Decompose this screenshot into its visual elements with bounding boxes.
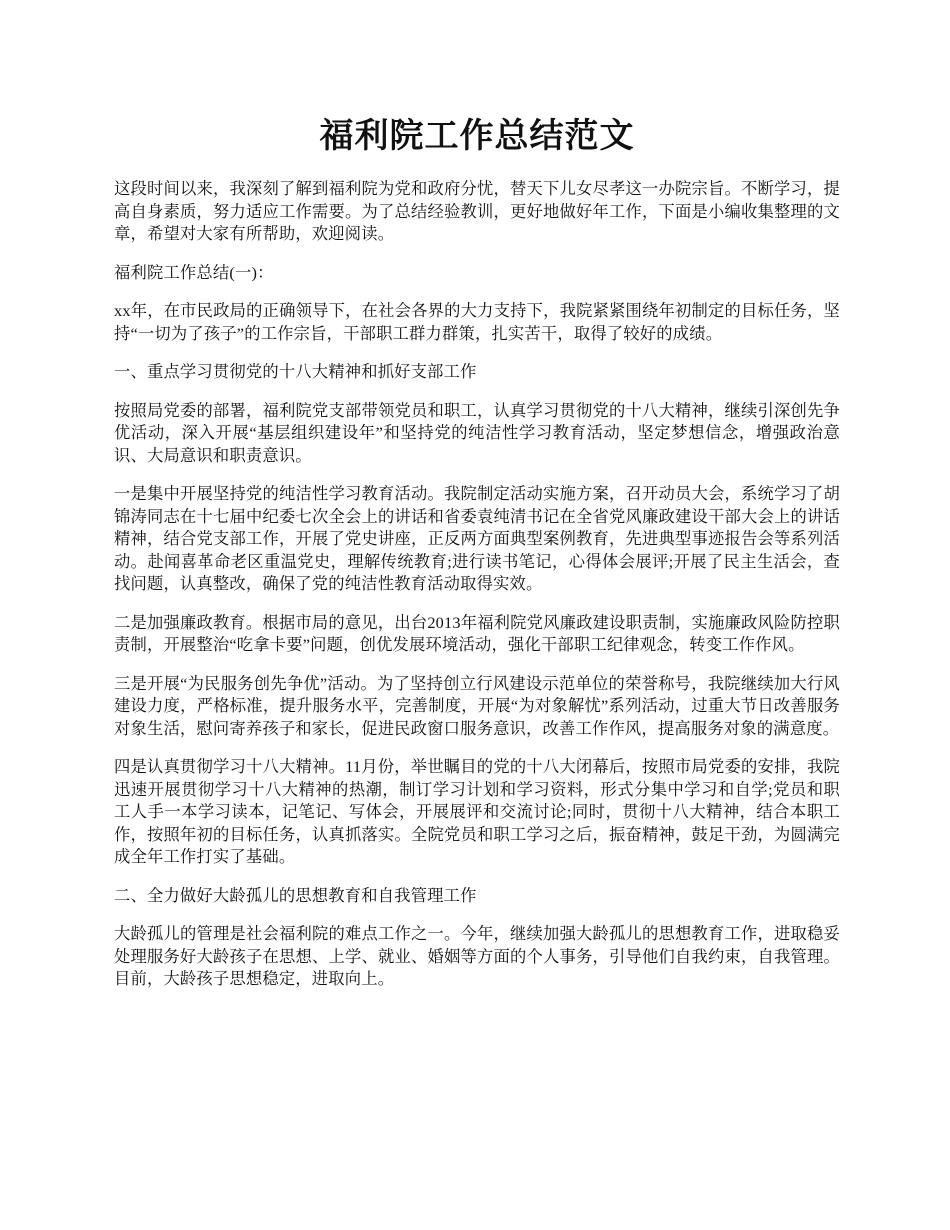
document-body: [114, 178, 840, 1007]
section-heading-1: 一、重点学习贯彻党的十八大精神和抓好支部工作: [114, 362, 477, 381]
body-paragraph: 大龄孤儿的管理是社会福利院的难点工作之一。今年，继续加强大龄孤儿的思想教育工作，进取稳妥处理服务好大龄孩子在思想、上学、就业、婚姻等方面的个人事务，引导他们自我约束，自我管理。目前，大龄孩子思想稳定，进取向上。: [114, 924, 840, 988]
body-paragraph: 一是集中开展坚持党的纯洁性学习教育活动。我院制定活动实施方案，召开动员大会，系统学习了胡锦涛同志在十七届中纪委七次全会上的讲话和省委袁纯清书记在全省党风廉政建设干部大会上的讲话精神，结合党支部工作，开展了党史讲座，正反两方面典型案例教育，先进典型事迹报告会等系列活动。赴闻喜革命老区重温党史，理解传统教育;进行读书笔记，心得体会展评;开展了民主生活会，查找问题，认真整改，确保了党的纯洁性教育活动取得实效。: [114, 484, 840, 593]
body-paragraph: 二是加强廉政教育。根据市局的意见，出台2013年福利院党风廉政建设职责制，实施廉政风险防控职责制，开展整治“吃拿卡要”问题，创优发展环境活动，强化干部职工纪律观念，转变工作作风。: [114, 612, 840, 654]
body-paragraph: 四是认真贯彻学习十八大精神。11月份，举世瞩目的党的十八大闭幕后，按照市局党委的安排，我院迅速开展贯彻学习十八大精神的热潮，制订学习计划和学习资料，形式分集中学习和自学;党员和职工人手一本学习读本，记笔记、写体会，开展展评和交流讨论;同时，贯彻十八大精神，结合本职工作，按照年初的目标任务，认真抓落实。全院党员和职工学习之后，振奋精神，鼓足干劲，为圆满完成全年工作打实了基础。: [114, 757, 840, 866]
intro-paragraph: 这段时间以来，我深刻了解到福利院为党和政府分忧，替天下儿女尽孝这一办院宗旨。不断学习，提高自身素质，努力适应工作需要。为了总结经验教训，更好地做好年工作，下面是小编收集整理的文章，希望对大家有所帮助，欢迎阅读。: [114, 179, 840, 243]
body-paragraph: 按照局党委的部署，福利院党支部带领党员和职工，认真学习贯彻党的十八大精神，继续引深创先争优活动，深入开展“基层组织建设年”和坚持党的纯洁性学习教育活动，坚定梦想信念，增强政治意识、大局意识和职责意识。: [114, 400, 840, 465]
summary-paragraph: xx年，在市民政局的正确领导下，在社会各界的大力支持下，我院紧紧围绕年初制定的目标任务，坚持“一切为了孩子”的工作宗旨，干部职工群力群策，扎实苦干，取得了较好的成绩。: [114, 301, 840, 343]
document-title: 福利院工作总结范文: [319, 118, 635, 155]
section-heading-2: 二、全力做好大龄孤儿的思想教育和自我管理工作: [114, 885, 477, 905]
body-paragraph: 三是开展“为民服务创先争优”活动。为了坚持创立行风建设示范单位的荣誉称号，我院继续加大行风建设力度，严格标准，提升服务水平，完善制度，开展“为对象解忧”系列活动，过重大节日改善服务对象生活，慰问寄养孩子和家长，促进民政窗口服务意识，改善工作作风，提高服务对象的满意度。: [114, 673, 840, 738]
section-label: 福利院工作总结(一)：: [114, 262, 274, 282]
